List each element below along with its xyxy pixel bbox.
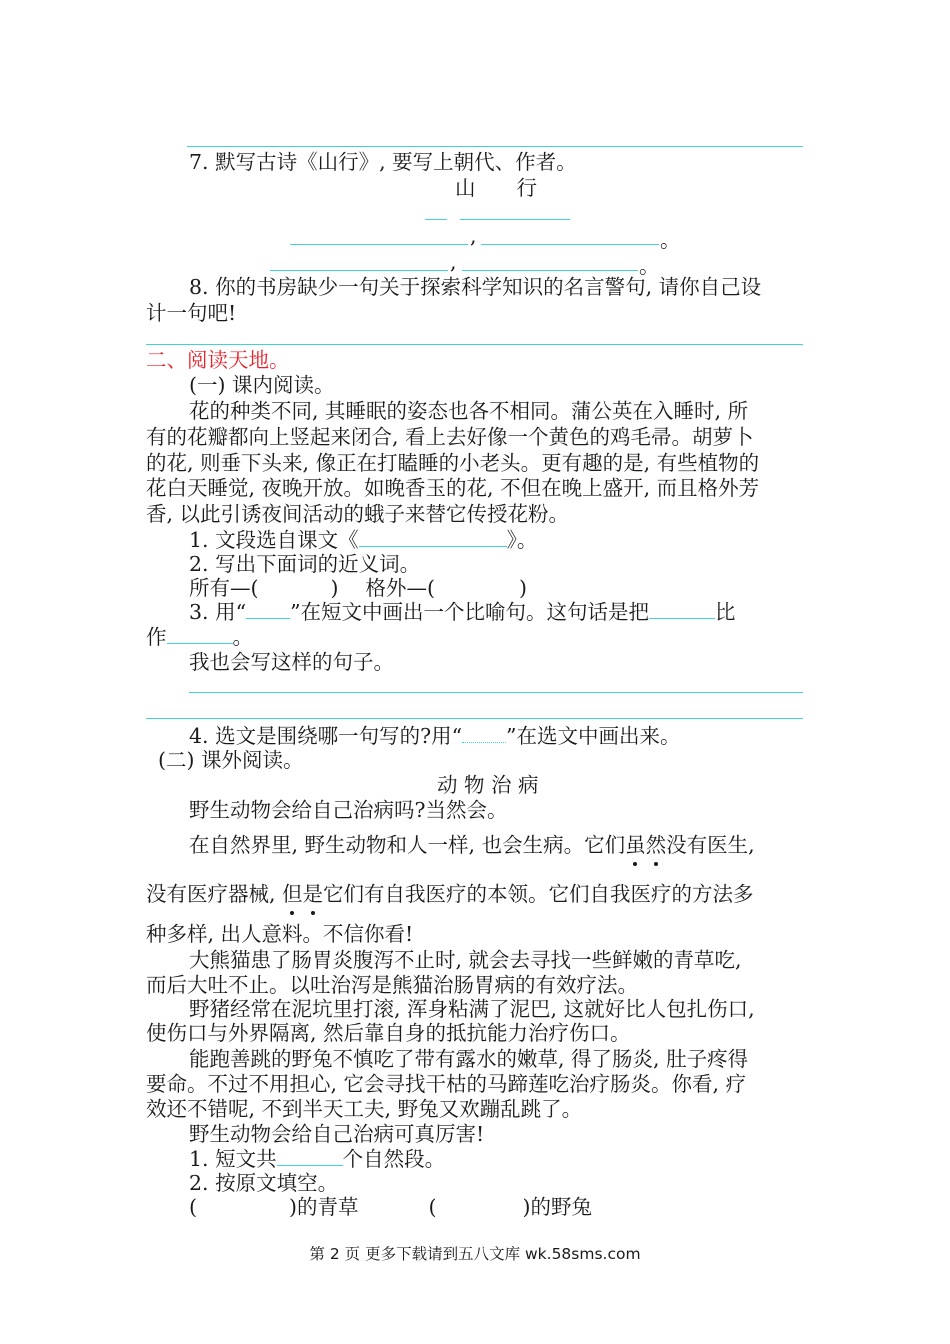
emphasis-char: 然	[645, 833, 667, 857]
poem-line-2a	[270, 270, 448, 271]
passage1-line: 香, 以此引诱夜间活动的蛾子来替它传授花粉。	[146, 502, 570, 526]
answer-line	[187, 146, 803, 147]
p2-question-2: 2. 按原文填空。	[189, 1171, 339, 1195]
question-8-line2: 计一句吧!	[146, 301, 237, 325]
p1-question-2: 2. 写出下面词的近义词。	[189, 552, 421, 576]
poem-comma-2: ,	[450, 250, 457, 274]
part2-title: 动 物 治 病	[437, 773, 539, 797]
answer-line	[146, 344, 803, 345]
poem-line-2b	[462, 270, 638, 271]
p1-question-4: 4. 选文是围绕哪一句写的?用“ ”在选文中画出来。	[189, 724, 681, 748]
answer-line	[189, 692, 803, 693]
poem-period-1: 。	[660, 228, 681, 252]
p1-question-3-write: 我也会写这样的句子。	[189, 650, 394, 674]
part2-paragraph: 种多样, 出人意料。不信你看!	[146, 922, 414, 946]
author-blank	[460, 219, 570, 220]
blank	[277, 1147, 343, 1166]
part2-paragraph: 要命。不过不用担心, 它会寻找干枯的马蹄莲吃治疗肠炎。你看, 疗	[146, 1072, 747, 1096]
poem-line-1b	[481, 244, 659, 245]
emphasis-char: 虽	[625, 833, 646, 857]
passage1-line: 有的花瓣都向上竖起来闭合, 看上去好像一个黄色的鸡毛帚。胡萝卜	[146, 425, 754, 449]
blank	[246, 600, 290, 619]
emphasis-char: 但	[282, 882, 303, 906]
blank	[649, 600, 715, 619]
question-7: 7. 默写古诗《山行》, 要写上朝代、作者。	[189, 150, 577, 174]
part2-paragraph: 野生动物会给自己治病吗?当然会。	[189, 798, 508, 822]
p1-question-1: 1. 文段选自课文《 》。	[189, 528, 538, 552]
part2-paragraph: 没有医疗器械, 但是它们有自我医疗的本领。它们自我医疗的方法多	[146, 882, 754, 906]
poem-line-1a	[290, 244, 468, 245]
poem-comma-1: ,	[470, 224, 477, 248]
poem-title: 山 行	[455, 176, 537, 200]
part2-paragraph: 在自然界里, 野生动物和人一样, 也会生病。它们虽然没有医生,	[189, 833, 755, 857]
question-8-line1: 8. 你的书房缺少一句关于探索科学知识的名言警句, 请你自己设	[189, 275, 762, 299]
section-heading: 二、阅读天地。	[146, 348, 290, 372]
page-footer: 第 2 页 更多下载请到五八文库 wk.58sms.com	[309, 1245, 641, 1263]
part2-paragraph: 而后大吐不止。以吐治泻是熊猫治肠胃病的有效疗法。	[146, 973, 638, 997]
wavy-blank	[462, 724, 506, 743]
part2-paragraph: 能跑善跳的野兔不慎吃了带有露水的嫩草, 得了肠炎, 肚子疼得	[189, 1047, 749, 1071]
emphasis-char: 是	[302, 882, 324, 906]
part2-paragraph: 效还不错呢, 不到半天工夫, 野兔又欢蹦乱跳了。	[146, 1097, 583, 1121]
p1-question-3: 3. 用“ ”在短文中画出一个比喻句。这句话是把 比	[189, 600, 736, 624]
p2-question-1: 1. 短文共 个自然段。	[189, 1147, 446, 1171]
part1-label: (一) 课内阅读。	[189, 373, 335, 397]
blank	[359, 528, 507, 547]
dynasty-blank	[425, 219, 447, 220]
part2-paragraph: 大熊猫患了肠胃炎腹泻不止时, 就会去寻找一些鲜嫩的青草吃,	[189, 948, 742, 972]
part2-label: (二) 课外阅读。	[158, 748, 304, 772]
passage1-line: 的花, 则垂下头来, 像正在打瞌睡的小老头。更有趣的是, 有些植物的	[146, 451, 760, 475]
blank	[167, 625, 233, 644]
p1-question-2-items: 所有—( ) 格外—( )	[189, 576, 528, 600]
part2-paragraph: 使伤口与外界隔离, 然后靠自身的抵抗能力治疗伤口。	[146, 1021, 631, 1045]
part2-paragraph: 野猪经常在泥坑里打滚, 浑身粘满了泥巴, 这就好比人包扎伤口,	[189, 997, 755, 1021]
poem-period-2: 。	[639, 254, 660, 278]
p2-question-2-items: ( )的青草 ( )的野兔	[189, 1195, 592, 1219]
passage1-line: 花的种类不同, 其睡眠的姿态也各不相同。蒲公英在入睡时, 所	[189, 399, 749, 423]
p1-question-3-cont: 作 。	[146, 625, 253, 649]
passage1-line: 花白天睡觉, 夜晚开放。如晚香玉的花, 不但在晚上盛开, 而且格外芳	[146, 476, 760, 500]
answer-line	[146, 718, 803, 719]
part2-paragraph: 野生动物会给自己治病可真厉害!	[189, 1122, 485, 1146]
